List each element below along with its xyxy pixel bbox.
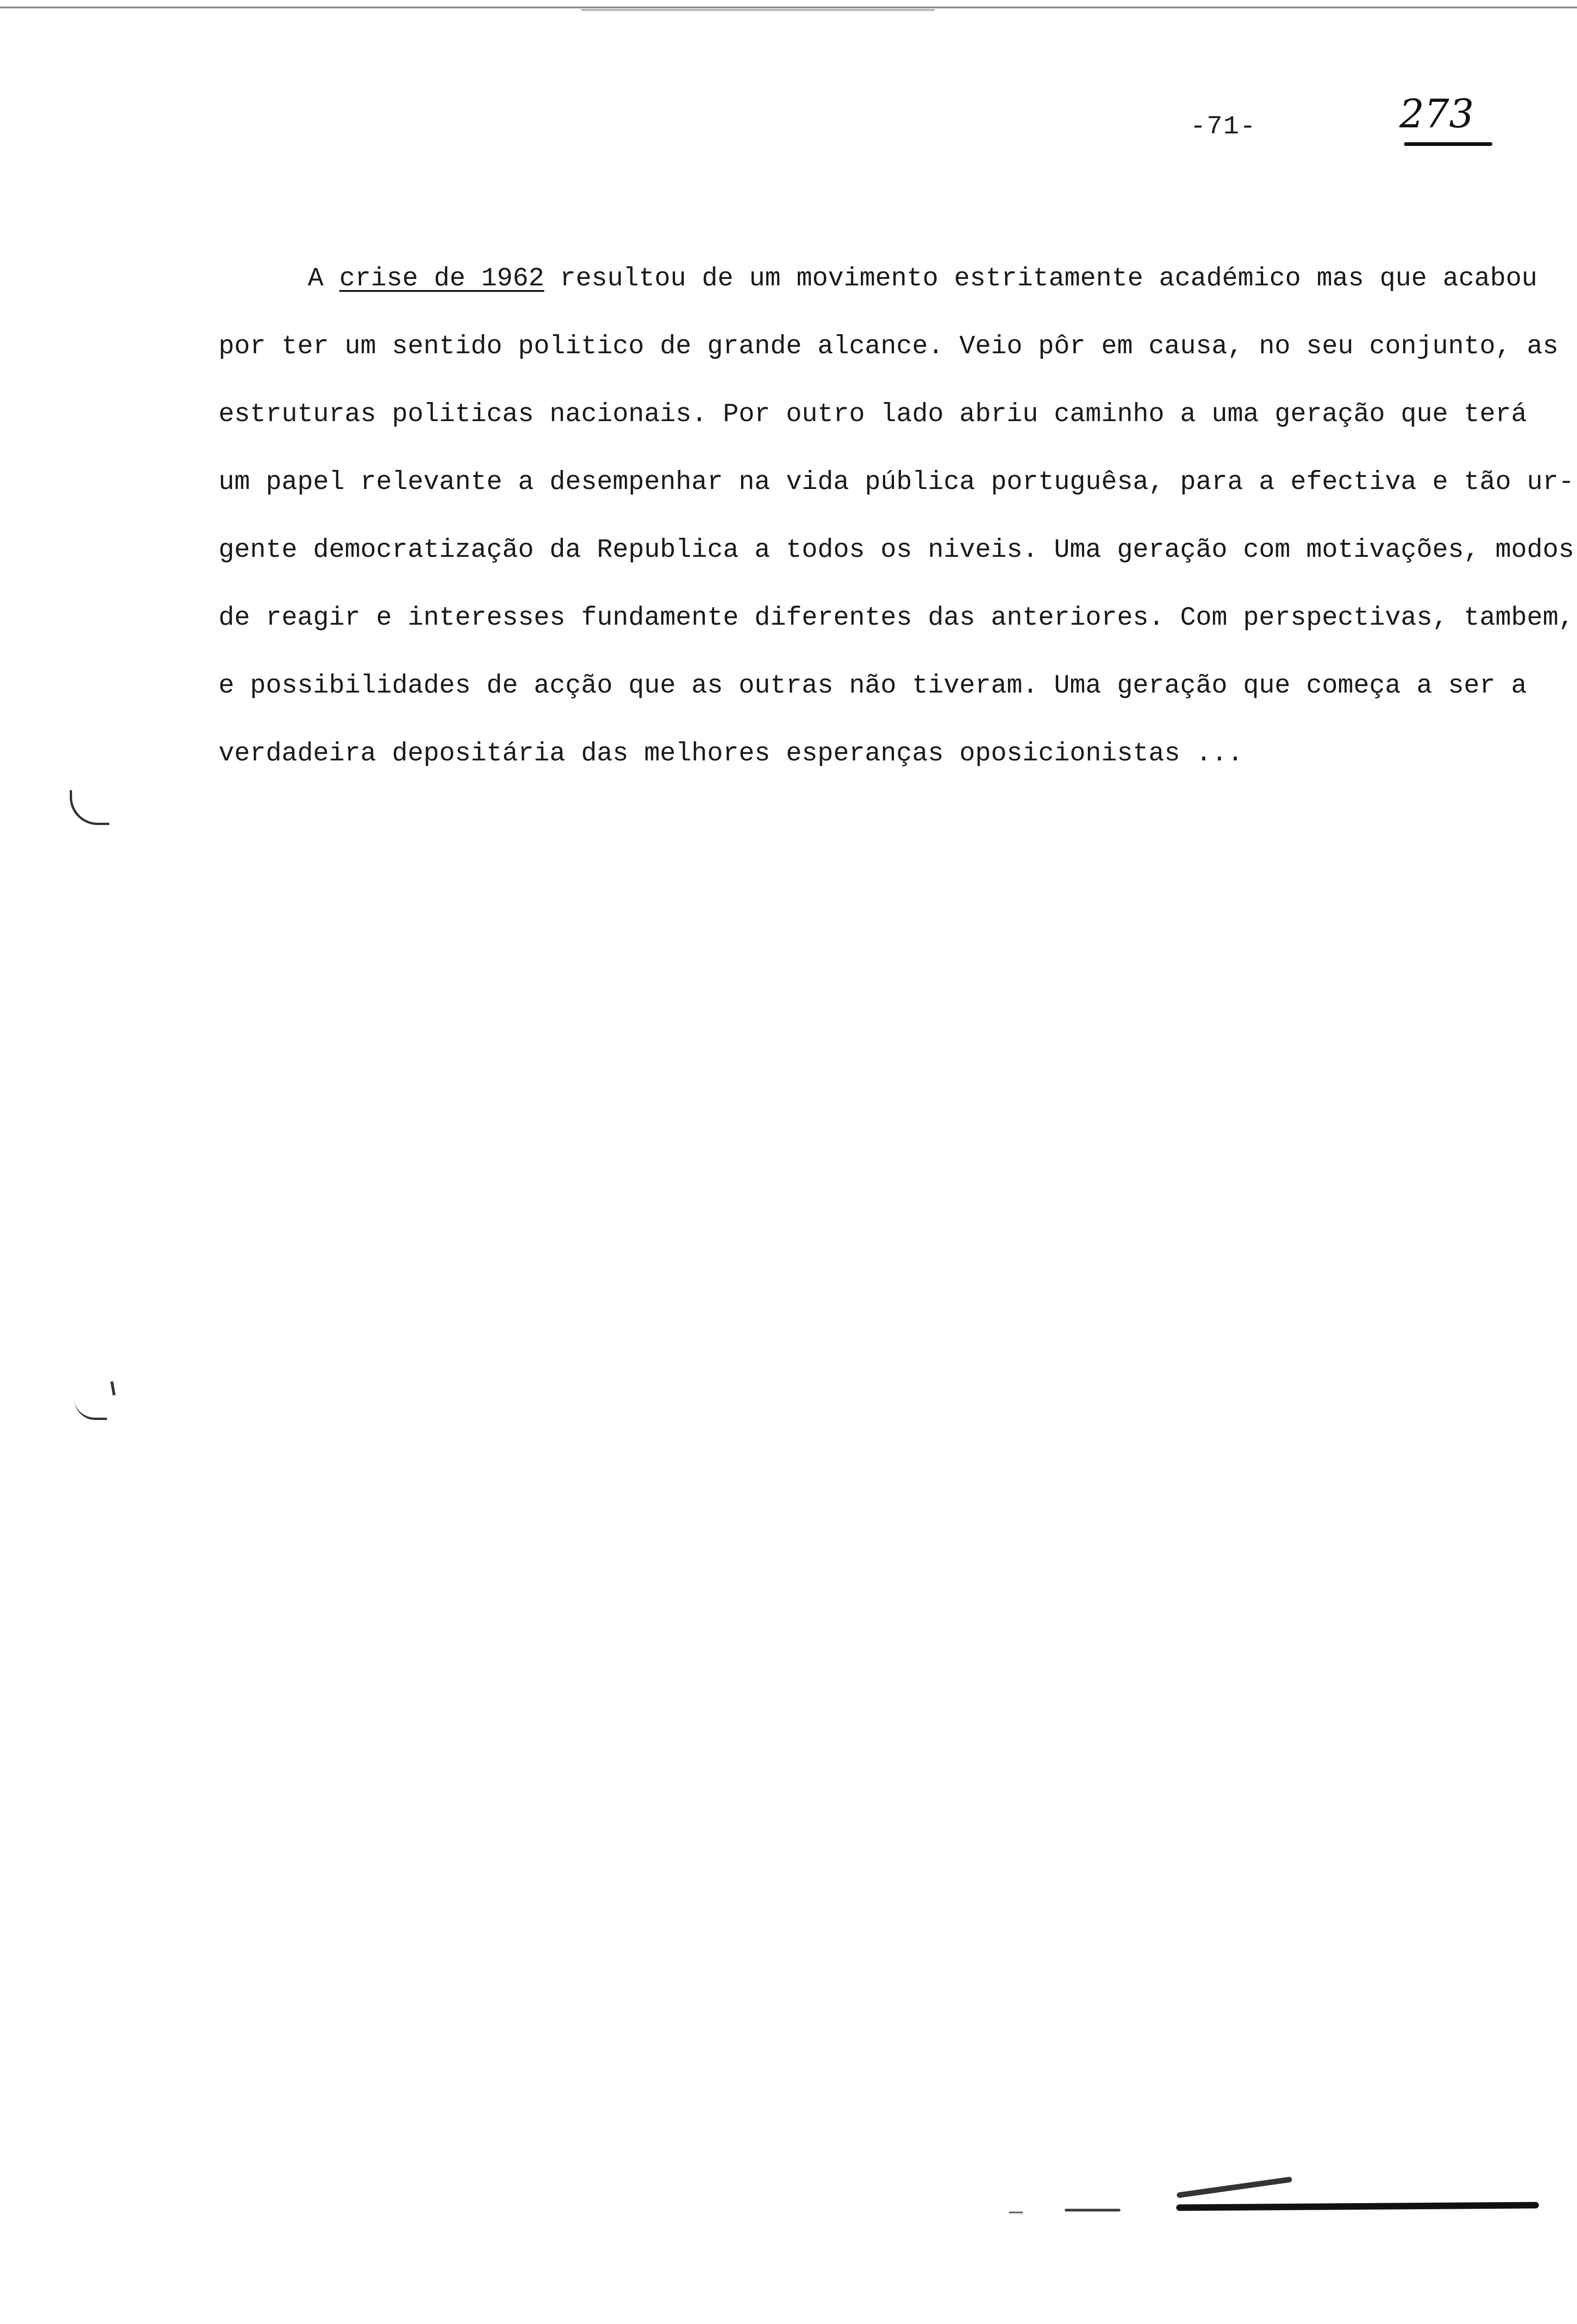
- text-line-5: gente democratização da Republica a todos os niveis. Uma geração com motivações, modos: [219, 535, 1574, 565]
- page-number: -71-: [1190, 112, 1257, 141]
- binding-hole-mark-upper: [70, 790, 109, 825]
- binding-tick-mark: [110, 1381, 115, 1396]
- text-line-1: A crise de 1962 resultou de um movimento estritamente académico mas que acabou: [308, 264, 1537, 293]
- text-line-8: verdadeira depositária das melhores esperanças oposicionistas ...: [219, 739, 1243, 768]
- handwritten-folio-number: 273: [1399, 91, 1474, 137]
- body-paragraph: [219, 244, 1574, 787]
- text-line-4: um papel relevante a desempenhar na vida pública portuguêsa, para a efectiva e tão ur-: [219, 467, 1574, 497]
- binding-hole-mark-lower: [74, 1399, 107, 1420]
- scan-mark-taper: [1176, 2177, 1292, 2199]
- text-line-3: estruturas politicas nacionais. Por outro lado abriu caminho a uma geração que terá: [219, 399, 1527, 429]
- top-scan-rule-secondary: [581, 9, 934, 11]
- top-scan-rule: [0, 7, 1577, 8]
- scan-mark-dash: [1065, 2209, 1120, 2212]
- underlined-phrase: crise de 1962: [339, 264, 544, 293]
- text-line-7: e possibilidades de acção que as outras não tiveram. Uma geração que começa a ser a: [219, 671, 1527, 700]
- scan-mark-stroke: [1176, 2202, 1539, 2211]
- scan-mark-dot: [1009, 2212, 1023, 2213]
- text-line-6: de reagir e interesses fundamente diferentes das anteriores. Com perspectivas, tambem,: [219, 603, 1574, 633]
- text-line-2: por ter um sentido politico de grande alcance. Veio pôr em causa, no seu conjunto, as: [219, 331, 1558, 361]
- folio-underline: [1404, 142, 1492, 146]
